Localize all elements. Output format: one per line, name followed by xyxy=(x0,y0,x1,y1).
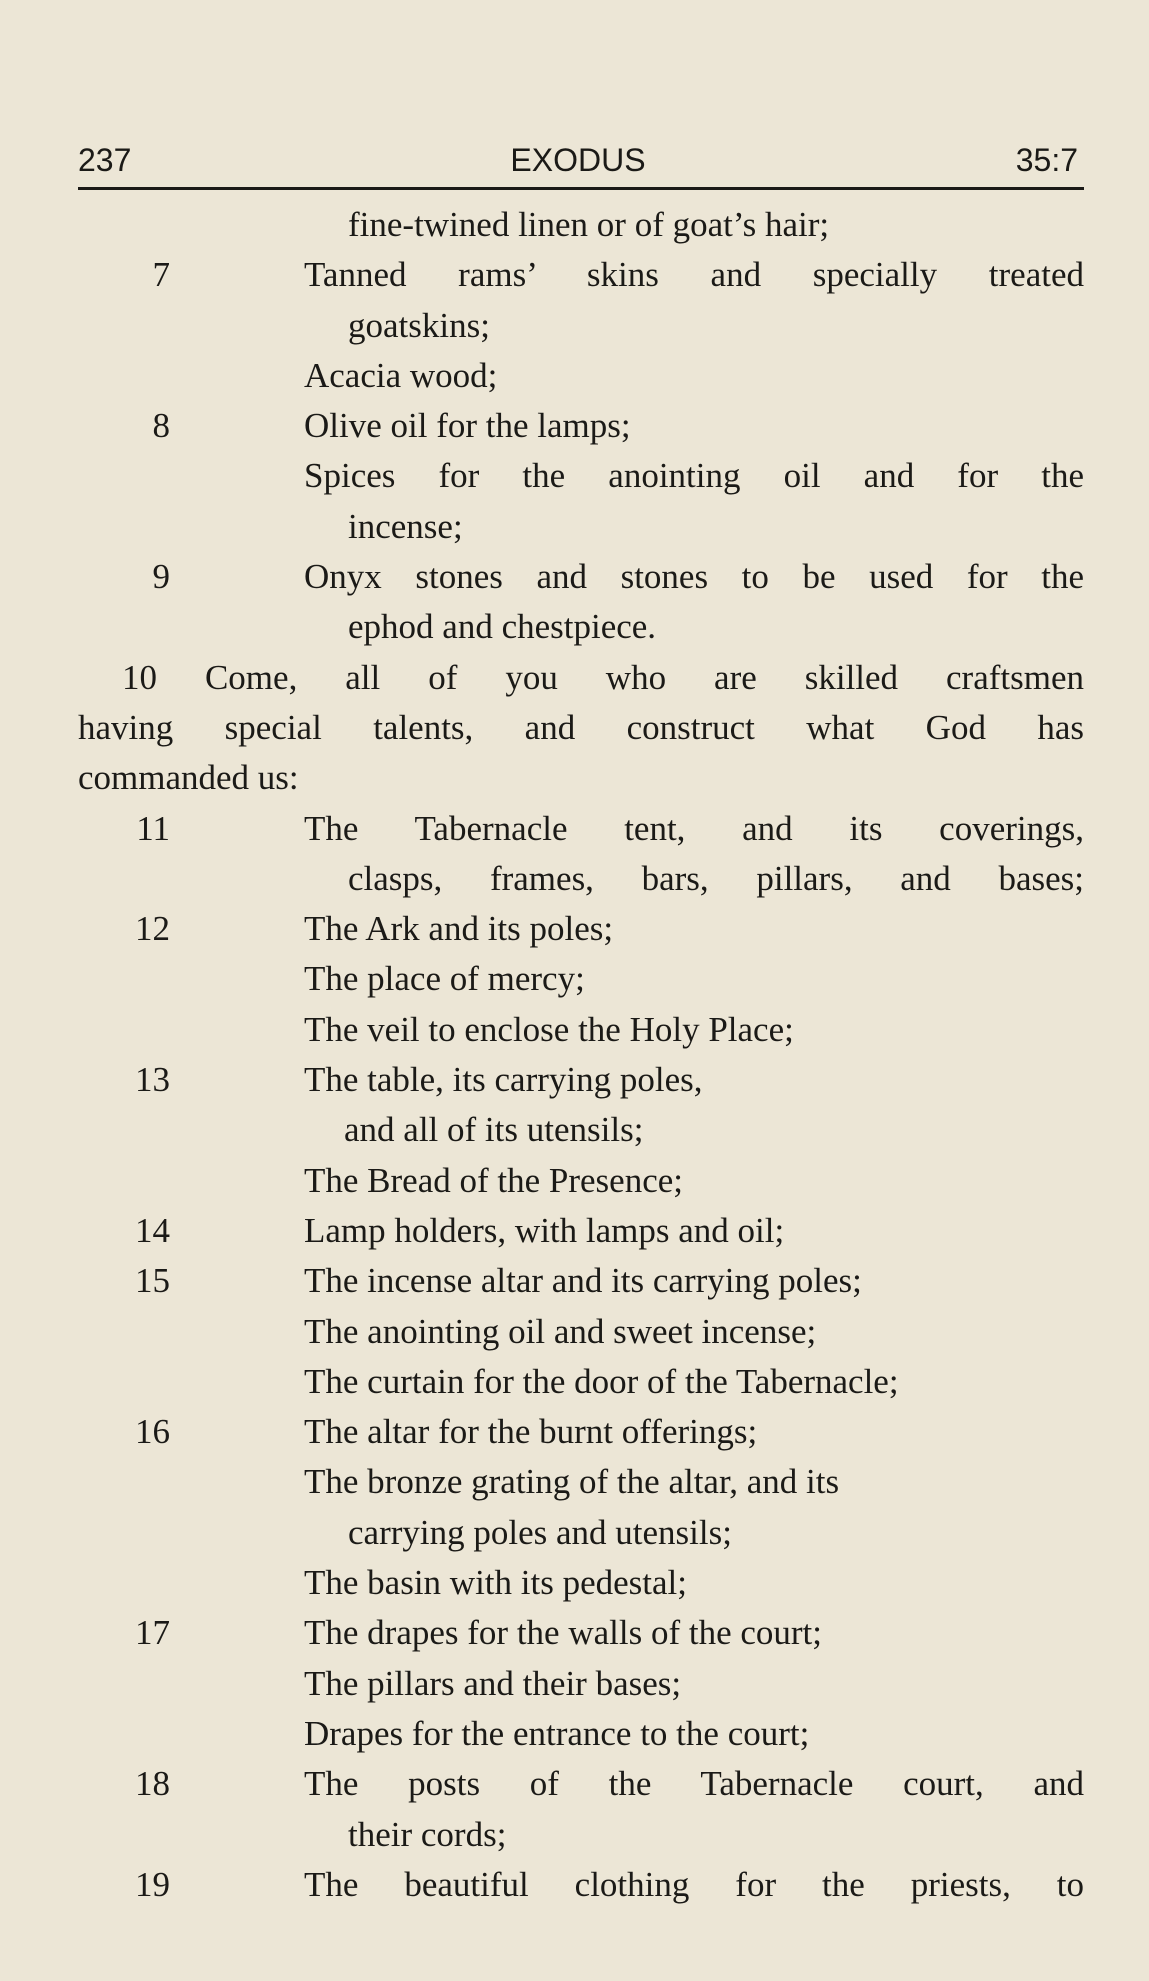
text-line xyxy=(78,451,1084,501)
verse-number: 14 xyxy=(135,1210,170,1250)
line-text: carrying poles and utensils; xyxy=(348,1512,732,1552)
verse-10-line xyxy=(78,653,1084,703)
paragraph-line: having special talents, and construct what God has xyxy=(78,707,1084,747)
verse-number: 8 xyxy=(152,406,170,446)
text-line xyxy=(78,301,1084,351)
verse-7-line xyxy=(78,250,1084,300)
text-line xyxy=(78,1357,1084,1407)
line-text: Lamp holders, with lamps and oil; xyxy=(304,1210,785,1250)
text-line xyxy=(78,1156,1084,1206)
verse-number: 7 xyxy=(152,255,170,295)
text-line xyxy=(78,1105,1084,1155)
text-line xyxy=(78,703,1084,753)
line-text: The Bread of the Presence; xyxy=(304,1160,684,1200)
text-line xyxy=(78,502,1084,552)
text-line xyxy=(78,200,1084,250)
text-line xyxy=(78,1005,1084,1055)
line-text: fine-twined linen or of goat’s hair; xyxy=(348,205,830,244)
line-text: goatskins; xyxy=(348,305,490,345)
page-number: 237 xyxy=(78,142,132,178)
line-text: their cords; xyxy=(348,1814,507,1854)
verse-16-line xyxy=(78,1407,1084,1457)
line-text: The bronze grating of the altar, and its xyxy=(304,1462,840,1502)
verse-text xyxy=(78,200,1084,1910)
text-line xyxy=(78,1307,1084,1357)
text-line xyxy=(78,351,1084,401)
verse-number: 12 xyxy=(135,909,170,949)
text-line xyxy=(78,1659,1084,1709)
header-rule xyxy=(78,187,1084,190)
line-text: and all of its utensils; xyxy=(344,1110,644,1150)
line-text: Acacia wood; xyxy=(304,355,498,395)
line-text: Onyx stones and stones to be used for the xyxy=(304,557,1084,597)
verse-14-line xyxy=(78,1206,1084,1256)
text-line xyxy=(78,1508,1084,1558)
verse-number: 15 xyxy=(135,1261,170,1301)
text-line xyxy=(78,854,1084,904)
line-text: The Ark and its poles; xyxy=(304,909,614,949)
line-text: Tanned rams’ skins and specially treated xyxy=(304,255,1084,295)
verse-number: 19 xyxy=(135,1864,170,1904)
line-text: The Tabernacle tent, and its coverings, xyxy=(304,808,1084,848)
line-text: Olive oil for the lamps; xyxy=(304,406,631,446)
verse-12-line xyxy=(78,904,1084,954)
line-text: The basin with its pedestal; xyxy=(304,1563,687,1603)
verse-18-line xyxy=(78,1759,1084,1809)
line-text: The incense altar and its carrying poles; xyxy=(304,1261,862,1301)
line-text: The place of mercy; xyxy=(304,959,585,999)
text-line xyxy=(78,1558,1084,1608)
text-line xyxy=(78,602,1084,652)
verse-number: 18 xyxy=(135,1764,170,1804)
line-text: clasps, frames, bars, pillars, and bases; xyxy=(348,858,1084,898)
line-text: The table, its carrying poles, xyxy=(304,1060,703,1100)
text-line xyxy=(78,753,1084,803)
line-text: The curtain for the door of the Tabernacle; xyxy=(304,1361,899,1401)
line-text: The posts of the Tabernacle court, and xyxy=(304,1764,1084,1804)
paragraph-line: 10 Come, all of you who are skilled craftsmen xyxy=(122,657,1084,697)
verse-8-line xyxy=(78,401,1084,451)
verse-number: 9 xyxy=(152,557,170,597)
running-header xyxy=(78,134,1078,186)
line-text: The anointing oil and sweet incense; xyxy=(304,1311,817,1351)
verse-number: 16 xyxy=(135,1412,170,1452)
line-text: The pillars and their bases; xyxy=(304,1663,682,1703)
line-text: incense; xyxy=(348,506,463,546)
line-text: ephod and chestpiece. xyxy=(348,607,657,647)
verse-number: 13 xyxy=(135,1060,170,1100)
text-line xyxy=(78,1810,1084,1860)
verse-9-line xyxy=(78,552,1084,602)
text-line xyxy=(78,1709,1084,1759)
line-text: Spices for the anointing oil and for the xyxy=(304,456,1084,496)
verse-number: 11 xyxy=(136,808,170,848)
verse-15-line xyxy=(78,1256,1084,1306)
line-text: The altar for the burnt offerings; xyxy=(304,1412,758,1452)
verse-13-line xyxy=(78,1055,1084,1105)
line-text: The veil to enclose the Holy Place; xyxy=(304,1009,794,1049)
verse-19-line xyxy=(78,1860,1084,1910)
paragraph-line: commanded us: xyxy=(78,758,299,798)
book-title: EXODUS xyxy=(510,142,646,178)
verse-number: 17 xyxy=(135,1613,170,1653)
text-line xyxy=(78,954,1084,1004)
line-text: The beautiful clothing for the priests, to xyxy=(304,1864,1084,1904)
line-text: Drapes for the entrance to the court; xyxy=(304,1713,810,1753)
chapter-verse-reference: 35:7 xyxy=(1015,142,1078,178)
verse-17-line xyxy=(78,1608,1084,1658)
text-line xyxy=(78,1457,1084,1507)
line-text: The drapes for the walls of the court; xyxy=(304,1613,823,1653)
verse-11-line xyxy=(78,804,1084,854)
